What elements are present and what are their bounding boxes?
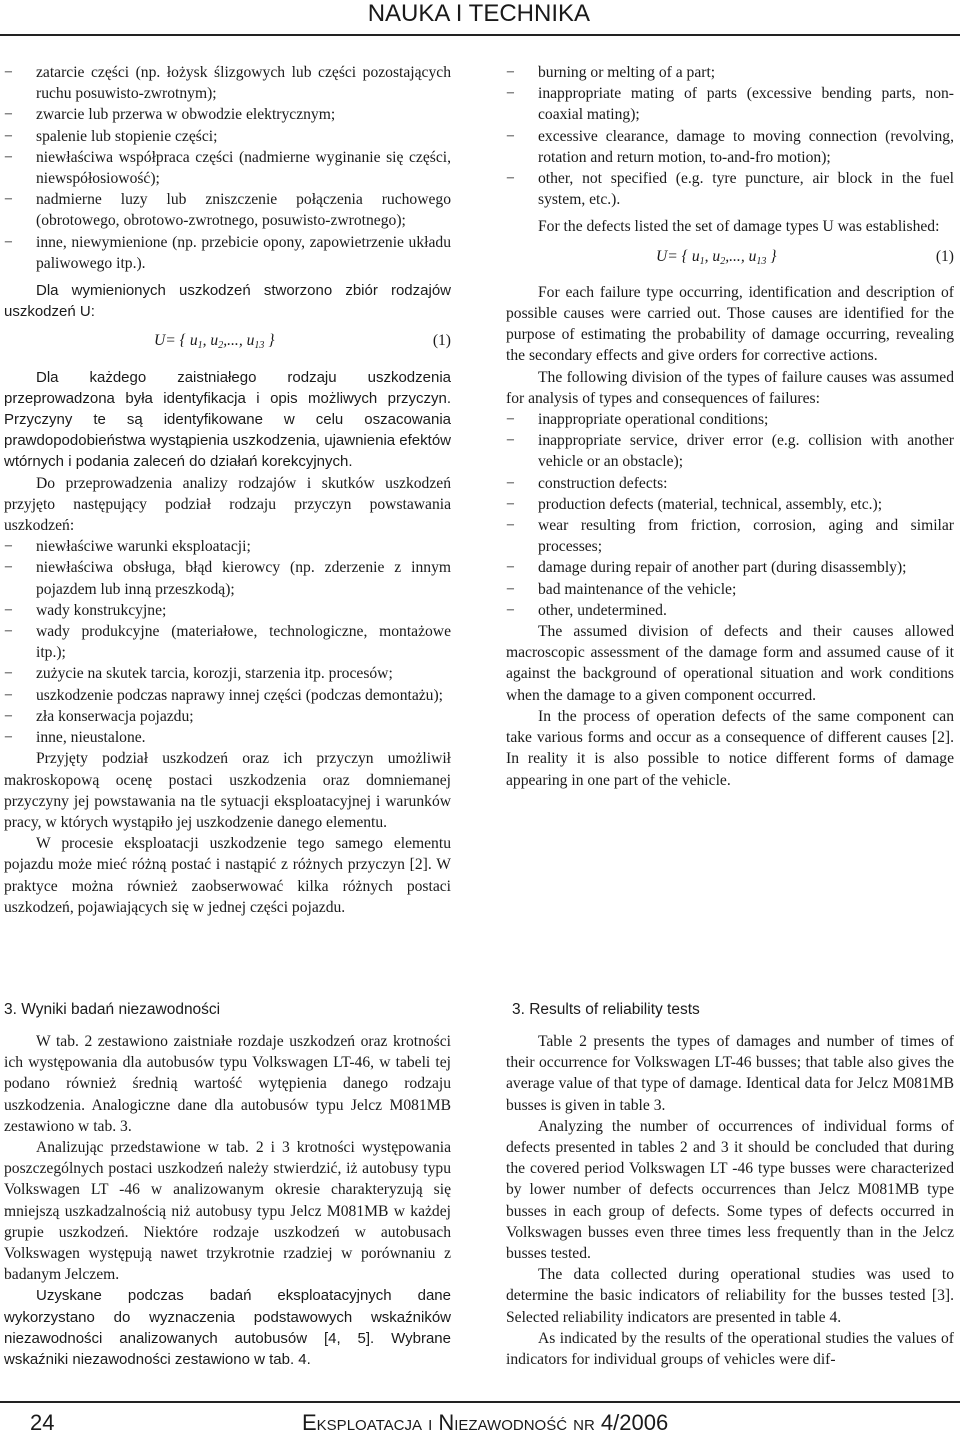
- list-item: − inappropriate service, driver error (e.g. collision with another vehicle or an obstacle);: [506, 430, 954, 472]
- paragraph: For the defects listed the set of damage types U was established:: [538, 218, 940, 236]
- equation: U= { $u_1$, $u_2$,..., $u_{13}$ } (1): [154, 332, 451, 352]
- paragraph: The data collected during operational studies was used to determine the basic indicators of reliability for the busses tested [3]. Selected reliability indicators are presented in table 4.: [506, 1266, 954, 1326]
- footer-rule: [0, 1401, 960, 1403]
- right-section3: [506, 1031, 954, 1370]
- list-item: − excessive clearance, damage to moving connection (revolving, rotation and return motion, to-and-fro motion);: [506, 126, 954, 168]
- header-rule: [0, 34, 960, 36]
- paragraph: Table 2 presents the types of damages and number of times of their occurrence for Volkswagen LT-46 busses; that table also gives the average value of that type of damage. Identical data for Jelcz M081MB busses is given in table 3.: [506, 1033, 954, 1114]
- list-item: − other, not specified (e.g. tyre puncture, air block in the fuel system, etc.).: [506, 168, 954, 210]
- section-heading: 3. Wyniki badań niezawodności: [4, 1001, 221, 1018]
- running-header: NAUKA I TECHNIKA: [367, 0, 590, 27]
- list-item: − niewłaściwa obsługa, błąd kierowcy (np. zderzenie z innym pojazdem lub inną przeszkodą);: [4, 557, 451, 599]
- left-section3: [4, 1031, 451, 1370]
- paragraph: As indicated by the results of the operational studies the values of indicators for individual groups of vehicles were dif-: [506, 1329, 954, 1369]
- paragraph: W procesie eksploatacji uszkodzenie tego samego elementu pojazdu może mieć różną postać i nastąpić z różnych przyczyn [2]. W praktyce można również zaobserwować kilka różnych postaci uszkodzeń, pojawiających się w jednej części pojazdu.: [4, 835, 451, 916]
- equation-number: (1): [935, 247, 954, 265]
- paragraph: Przyjęty podział uszkodzeń oraz ich przyczyn umożliwił makroskopową ocenę postaci uszkodzenia oraz domniemanej przyczyny jej powstawania na tle sytuacji eksploatacyjnej i warunków pracy, w których wystąpiło jej uszkodzenie danego elementu.: [4, 750, 451, 831]
- list-item: − zła konserwacja pojazdu;: [4, 706, 451, 727]
- list-item: − inne, nieustalone.: [4, 727, 451, 748]
- page-number: 24: [30, 1410, 55, 1435]
- list-item: − wady produkcyjne (materiałowe, technologiczne, montażowe itp.);: [4, 621, 451, 663]
- list-item: − zwarcie lub przerwa w obwodzie elektrycznym;: [4, 104, 451, 125]
- paragraph: W tab. 2 zestawiono zaistniałe rozdaje uszkodzeń oraz krotności ich występowania dla autobusów typu Volkswagen LT-46, w tabeli tej podano również średnią wartość wytępienia danego rodzaju uszkodzenia. Analogiczne dane dla autobusów typu Jelcz M081MB zestawiono w tab. 3.: [4, 1033, 451, 1135]
- list-item: − zatarcie części (np. łożysk ślizgowych lub części pozostających ruchu posuwisto-zwrotnym);: [4, 62, 451, 104]
- list-item: − damage during repair of another part (during disassembly);: [506, 557, 954, 578]
- equation-number: (1): [432, 332, 451, 350]
- paragraph: The following division of the types of failure causes was assumed for analysis of types and consequences of failures:: [506, 368, 954, 407]
- section-heading: 3. Results of reliability tests: [512, 1001, 700, 1018]
- list-item: − uszkodzenie podczas naprawy innej części (podczas demontażu);: [4, 685, 451, 706]
- list-item: − nadmierne luzy lub zniszczenie połączenia ruchowego (obrotowego, obrotowo-zwrotnego, posuwisto-zwrotnego);: [4, 189, 451, 231]
- paragraph: For each failure type occurring, identification and description of possible causes were carried out. Those causes are identified for the purpose of estimating the probability of damage occurring, revealing the secondary effects and give orders for corrective actions.: [506, 283, 954, 365]
- list-item: − inappropriate mating of parts (excessive bending parts, non-coaxial mating);: [506, 83, 954, 125]
- list-item: − production defects (material, technical, assembly, etc.);: [506, 494, 954, 515]
- left-column: [4, 62, 451, 918]
- list-item: − zużycie na skutek tarcia, korozji, starzenia itp. procesów;: [4, 663, 451, 684]
- list-item: − bad maintenance of the vehicle;: [506, 579, 954, 600]
- list-item: − other, undetermined.: [506, 600, 954, 621]
- paragraph: Analyzing the number of occurrences of individual forms of defects presented in tables 2 and 3 it should be concluded that during the covered period Volkswagen LT -46 type busses were characterized by lower number of defects occurrences than Jelcz M081MB type busses in each group of defects. Some types of defects occurred in Volkswagen busses even three times less frequently than in the Jelcz busses tested.: [506, 1117, 954, 1263]
- equation: U= { $u_1$, $u_2$,..., $u_{13}$ } (1): [656, 247, 954, 267]
- list-item: − niewłaściwe warunki eksploatacji;: [4, 536, 451, 557]
- list-item: − burning or melting of a part;: [506, 62, 954, 83]
- list-item: − wear resulting from friction, corrosion, aging and similar processes;: [506, 515, 954, 557]
- list-item: − niewłaściwa współpraca części (nadmierne wyginanie się części, niewspółosiowość);: [4, 147, 451, 189]
- list-item: − wady konstrukcyjne;: [4, 600, 451, 621]
- journal-title: Eksploatacja i Niezawodność nr 4/2006: [302, 1410, 669, 1435]
- list-item: − spalenie lub stopienie części;: [4, 126, 451, 147]
- paragraph: Do przeprowadzenia analizy rodzajów i skutków uszkodzeń przyjęto następujący podział rodzaju przyczyn powstawania uszkodzeń:: [4, 474, 451, 535]
- list-item: − inappropriate operational conditions;: [506, 409, 954, 430]
- list-item: − inne, niewymienione (np. przebicie opony, zapowietrzenie układu paliwowego itp.).: [4, 232, 451, 274]
- paragraph: Uzyskane podczas badań eksploatacyjnych dane wykorzystano do wyznaczenia podstawowych wskaźników niezawodności analizowanych autobusów [4, 5]. Wybrane wskaźniki niezawodności zestawiono w tab. 4.: [4, 1287, 451, 1369]
- paragraph: Dla wymienionych uszkodzeń stworzono zbiór rodzajów uszkodzeń U:: [4, 282, 451, 321]
- paragraph: In the process of operation defects of the same component can take various forms and occur as a consequence of different causes [2]. In reality it is also possible to notice different forms of damage appearing in one part of the vehicle.: [506, 707, 954, 789]
- list-item: − construction defects:: [506, 473, 954, 494]
- paragraph: Dla każdego zaistniałego rodzaju uszkodzenia przeprowadzona była identyfikacja i opis możliwych przyczyn. Przyczyny te są identyfikowane w celu oszacowania prawdopodobieństwa wystąpienia uszkodzenia, ujawnienia efektów wtórnych i podania zaleceń do działań korekcyjnych.: [4, 368, 451, 471]
- paragraph: The assumed division of defects and their causes allowed macroscopic assessment of the damage form and assumed cause of it against the background of operational situation and work conditions when the damage to a given component occurred.: [506, 623, 954, 704]
- paragraph: Analizując przedstawione w tab. 2 i 3 krotności występowania poszczególnych postaci uszkodzeń należy stwierdzić, iż autobusy typu Volkswagen LT -46 w analizowanym okresie charakteryzują się mniejszą uszkadzalnością niż autobusy typu Jelcz M081MB w każdej grupie uszkodzeń. Niektóre rodzaje uszkodzeń w autobusach Volkswagen występują nawet trzykrotnie rzadziej w porównaniu z badanym Jelczem.: [4, 1139, 451, 1284]
- right-column: [506, 62, 954, 791]
